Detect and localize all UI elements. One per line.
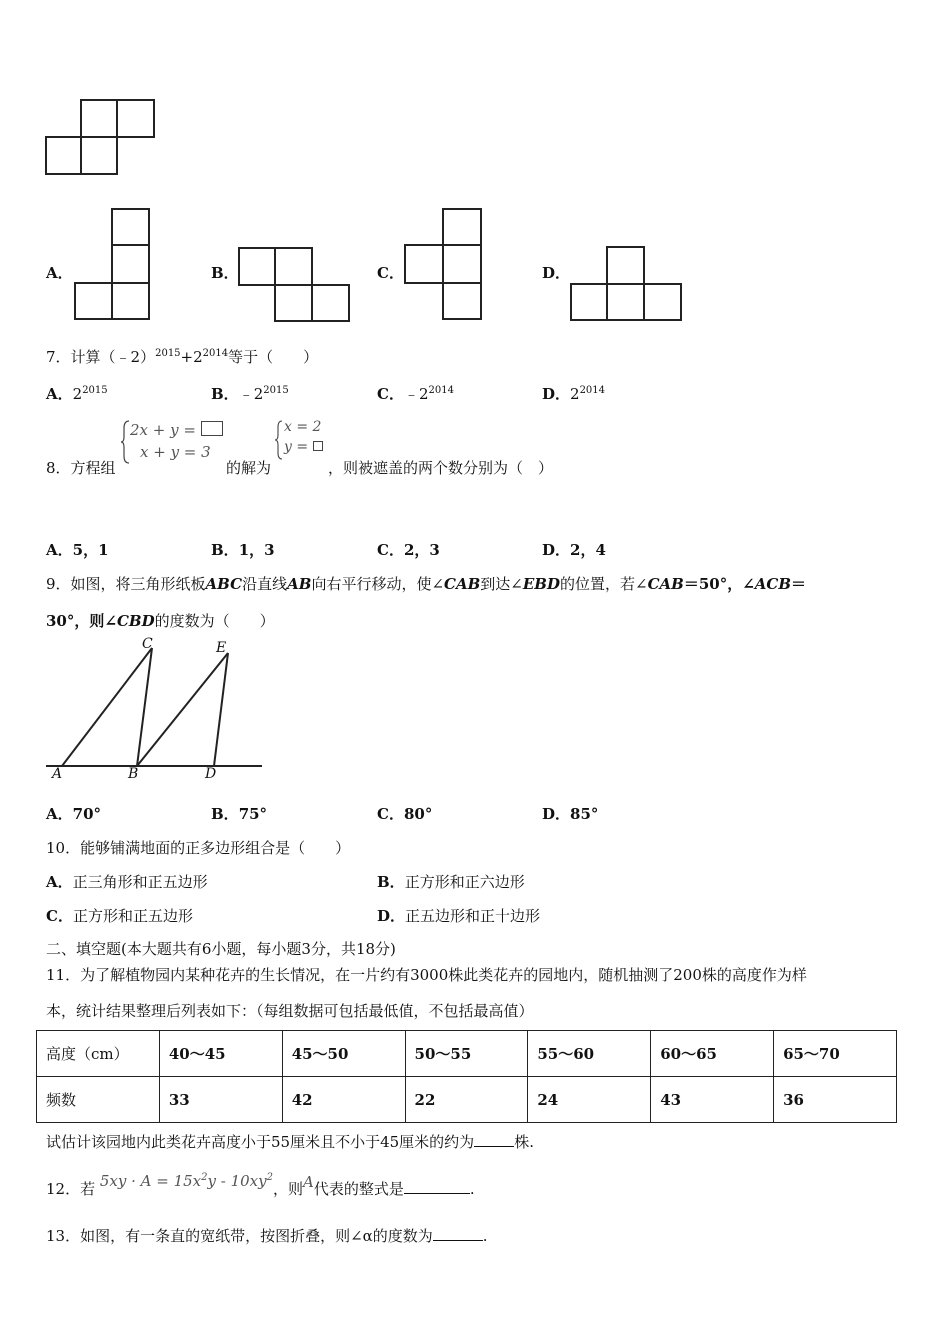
table-cell: 24 xyxy=(528,1077,651,1123)
q8-suffix: ，则被遮盖的两个数分别为（ ） xyxy=(328,459,554,477)
table-cell: 36 xyxy=(774,1077,897,1123)
table-cell: 33 xyxy=(159,1077,282,1123)
q12-stem: 12．若 $5xy \cdot A = 15x^2y - 10xy^2$，则A代表的整式是 . xyxy=(46,1172,475,1198)
q9-option-d[interactable]: D．85° xyxy=(542,805,599,823)
q13-stem: 13．如图，有一条直的宽纸带，按图折叠，则∠α的度数为 . xyxy=(46,1227,488,1245)
q7-option-c[interactable]: C．$﹣2^{2014}$ xyxy=(377,385,454,403)
q8-option-c[interactable]: C．2，3 xyxy=(377,541,440,559)
table-cell: 60～65 xyxy=(651,1031,774,1077)
q8-prefix: 8．方程组 xyxy=(46,459,116,477)
q7-option-b[interactable]: B．$﹣2^{2015}$ xyxy=(211,385,289,403)
masked-number-box xyxy=(313,441,323,451)
table-cell: 42 xyxy=(282,1077,405,1123)
table-cell: 55～60 xyxy=(528,1031,651,1077)
answer-blank[interactable] xyxy=(433,1228,483,1241)
table-cell: 43 xyxy=(651,1077,774,1123)
table-cell: 高度（cm） xyxy=(37,1031,160,1077)
q10-option-d[interactable]: D．正五边形和正十边形 xyxy=(377,907,541,925)
triangle-translation-diagram xyxy=(44,636,266,786)
frequency-table xyxy=(36,1030,897,1123)
q9-option-a[interactable]: A．70° xyxy=(46,805,102,823)
q8-option-d[interactable]: D．2，4 xyxy=(542,541,606,559)
section-heading: 二、填空题(本大题共有6小题，每小题3分，共18分) xyxy=(46,940,396,958)
q9-stem-line1: 9．如图，将三角形纸板ABC沿直线AB向右平行移动，使∠CAB到达∠EBD的位置，若∠CAB＝50°，∠ACB＝ xyxy=(46,575,807,593)
masked-number-box xyxy=(201,421,223,436)
table-cell: 50～55 xyxy=(405,1031,528,1077)
q6-option-b-label[interactable]: B． xyxy=(211,264,239,282)
q8-solution-system: x = 2 y = xyxy=(274,418,334,466)
q6-option-d-label[interactable]: D． xyxy=(542,264,571,282)
table-cell: 22 xyxy=(405,1077,528,1123)
tetromino-figure-a-icon xyxy=(72,207,154,323)
q11-stem-line2: 本，统计结果整理后列表如下：（每组数据可包括最低值，不包括最高值） xyxy=(46,1002,534,1020)
table-cell: 65～70 xyxy=(774,1031,897,1077)
table-cell: 40～45 xyxy=(159,1031,282,1077)
left-brace-icon xyxy=(274,420,283,460)
point-label-a: A xyxy=(52,766,63,782)
q7-option-a[interactable]: A．$2^{2015}$ xyxy=(46,385,108,403)
q6-original-figure xyxy=(44,98,158,178)
answer-blank[interactable] xyxy=(404,1181,470,1194)
tetromino-figure-c-icon xyxy=(402,207,486,323)
q8-equation-system: 2x + y = x + y = 3 xyxy=(120,418,230,466)
left-brace-icon xyxy=(120,420,130,464)
q7-stem: 7．计算$(﹣2)^{2015}+2^{2014}$等于（ ） xyxy=(46,348,319,366)
point-label-d: D xyxy=(205,766,217,782)
q8-mid: 的解为 xyxy=(226,459,272,477)
q10-option-c[interactable]: C．正方形和正五边形 xyxy=(46,907,193,925)
table-header-row xyxy=(37,1031,897,1077)
q10-option-a[interactable]: A．正三角形和正五边形 xyxy=(46,873,208,891)
point-label-e: E xyxy=(216,640,227,656)
table-cell: 频数 xyxy=(37,1077,160,1123)
q8-option-b[interactable]: B．1，3 xyxy=(211,541,275,559)
q11-stem-line1: 11．为了解植物园内某种花卉的生长情况，在一片约有3000株此类花卉的园地内，随机抽测了200株的高度作为样 xyxy=(46,966,807,984)
tetromino-figure-b-icon xyxy=(236,245,354,325)
q11-question: 试估计该园地内此类花卉高度小于55厘米且不小于45厘米的约为 株. xyxy=(46,1133,534,1151)
table-cell: 45～50 xyxy=(282,1031,405,1077)
q12-expression: $5xy \cdot A = 15x^2y - 10xy^2$ xyxy=(99,1172,273,1190)
q9-option-c[interactable]: C．80° xyxy=(377,805,433,823)
point-label-b: B xyxy=(128,766,139,782)
q10-stem: 10．能够铺满地面的正多边形组合是（ ） xyxy=(46,839,351,857)
q6-option-a-label[interactable]: A． xyxy=(46,264,73,282)
q10-option-b[interactable]: B．正方形和正六边形 xyxy=(377,873,525,891)
point-label-c: C xyxy=(142,636,153,652)
tetromino-figure-d-icon xyxy=(568,244,686,324)
q9-triangle-figure xyxy=(44,636,266,786)
q6-option-c-label[interactable]: C． xyxy=(377,264,404,282)
q9-stem-line2: 30°，则∠CBD的度数为（ ） xyxy=(46,612,275,630)
q9-option-b[interactable]: B．75° xyxy=(211,805,268,823)
q7-option-d[interactable]: D．$2^{2014}$ xyxy=(542,385,606,403)
q8-option-a[interactable]: A．5，1 xyxy=(46,541,109,559)
answer-blank[interactable] xyxy=(474,1134,514,1147)
table-row xyxy=(37,1077,897,1123)
